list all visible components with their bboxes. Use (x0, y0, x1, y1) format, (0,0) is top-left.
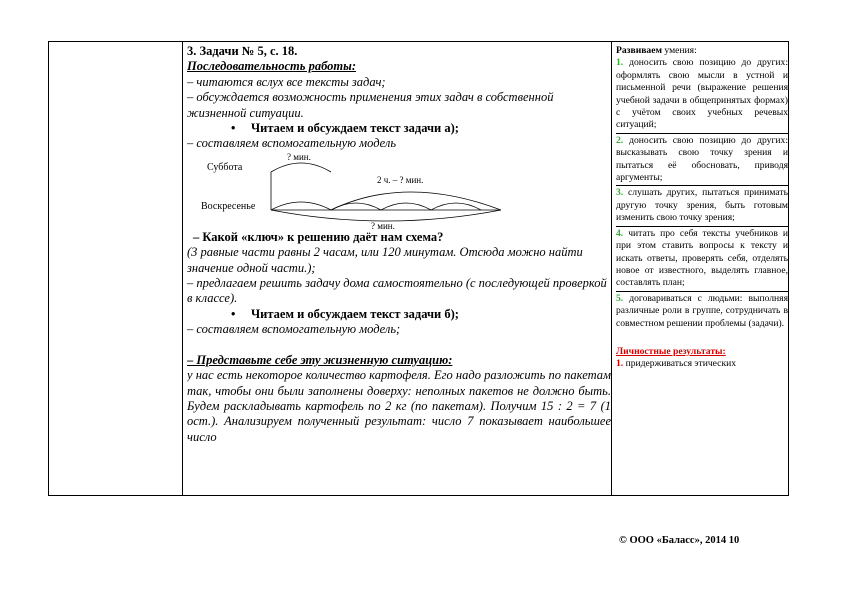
bullet-task-b-text: Читаем и обсуждаем текст задачи б); (251, 306, 459, 321)
column-divider-1 (182, 42, 183, 495)
skill-number: 2. (616, 134, 624, 146)
skill-item-1 (616, 57, 788, 131)
bullet-task-a-text: Читаем и обсуждаем текст задачи а); (251, 121, 459, 136)
spacer (616, 330, 788, 346)
column-divider-2 (611, 42, 612, 495)
skills-heading-rest: умения: (662, 45, 697, 56)
auxiliary-model-diagram (201, 152, 531, 230)
key-answer: (3 равные части равны 2 часам, или 120 минутам. Отсюда можно найти значение одной части.); (187, 245, 583, 275)
step-read: – читаются вслух все тексты задач; (187, 74, 386, 89)
skill-text: читать про себя тексты учебников и при этом ставить вопросы к тексту и искать ответы, проверять себя, отделять новое от известного, выделять главное, составлять план; (616, 227, 788, 289)
spacer (187, 338, 611, 353)
step-discuss: – обсуждается возможность применения этих задач в собственной жизненной ситуации. (187, 90, 554, 120)
label-sunday: Воскресенье (201, 200, 256, 212)
skill-text: договариваться с людьми: выполняя различные роли в группе, сотрудничать в совместном решении проблемы (задачи). (616, 292, 788, 329)
imagine-title: – Представьте себе эту жизненную ситуацию: (187, 352, 453, 367)
label-saturday: Суббота (207, 161, 243, 173)
skill-item-2 (616, 135, 788, 185)
skill-text: слушать других, пытаться принимать другую точку зрения, быть готовым изменить свою точку зрения; (616, 187, 788, 224)
divider (616, 185, 788, 186)
skill-item-5 (616, 293, 788, 330)
sunday-part-3 (381, 203, 431, 210)
key-question: – Какой «ключ» к решению даёт нам схема? (193, 229, 444, 244)
model-line-b: – составляем вспомогательную модель; (187, 322, 401, 337)
task-header: 3. Задачи № 5, с. 18. (187, 44, 298, 58)
personal-results-title: Личностные результаты: (616, 345, 726, 357)
label-mid-minutes: 2 ч. – ? мин. (377, 174, 424, 185)
saturday-arc (271, 163, 331, 172)
skill-text: доносить свою позицию до других: оформлять свою мысли в устной и письменной речи (выражение решения учебной задачи в общепринятых формах) с учётом своих учебных речевых ситуаций; (616, 57, 788, 131)
sunday-part-1 (271, 202, 331, 210)
suggest-homework: – предлагаем решить задачу дома самостоятельно (с последующей проверкой в классе). (187, 276, 607, 306)
personal-text: придерживаться этических (623, 358, 737, 370)
skill-text: доносить свою позицию до других: высказывать свою точку зрения и пытаться её обосновать, приводя аргументы; (616, 134, 788, 184)
skills-column (616, 45, 788, 495)
personal-item-1 (616, 358, 788, 370)
skill-item-3 (616, 187, 788, 224)
lesson-table (48, 41, 789, 496)
skill-number: 3. (616, 187, 624, 199)
divider (616, 226, 788, 227)
label-top-minutes: ? мин. (287, 151, 311, 162)
skills-heading-word: Развиваем (616, 45, 662, 56)
model-line: – составляем вспомогательную модель (187, 136, 397, 151)
bullet-task-a (187, 121, 611, 136)
personal-number: 1. (616, 358, 624, 370)
skill-number: 5. (616, 292, 624, 304)
divider (616, 133, 788, 134)
bullet-icon: • (231, 306, 236, 321)
lower-brace-arc (271, 210, 501, 221)
bullet-task-b (187, 307, 611, 322)
sequence-title: Последовательность работы: (187, 59, 356, 74)
divider (616, 291, 788, 292)
lesson-content-column (187, 44, 611, 494)
skill-number: 1. (616, 57, 624, 69)
page-footer: © ООО «Баласс», 2014 10 (619, 535, 740, 546)
situation-text: у нас есть некоторое количество картофеля. Его надо разложить по пакетам так, чтобы они были заполнены доверху: неполных пакетов не должно быть. Будем раскладывать картофель по 2 кг (по пакетам). Получим 15 : 2 = 7 (1 ост.). Анализируем полученный результат: число 7 показывает наибольшее число (187, 368, 611, 444)
skill-number: 4. (616, 227, 624, 239)
skills-heading (616, 45, 788, 57)
bullet-icon: • (231, 121, 236, 136)
sunday-part-4 (431, 203, 481, 210)
label-bottom-minutes: ? мин. (371, 220, 395, 230)
skill-item-4 (616, 228, 788, 290)
